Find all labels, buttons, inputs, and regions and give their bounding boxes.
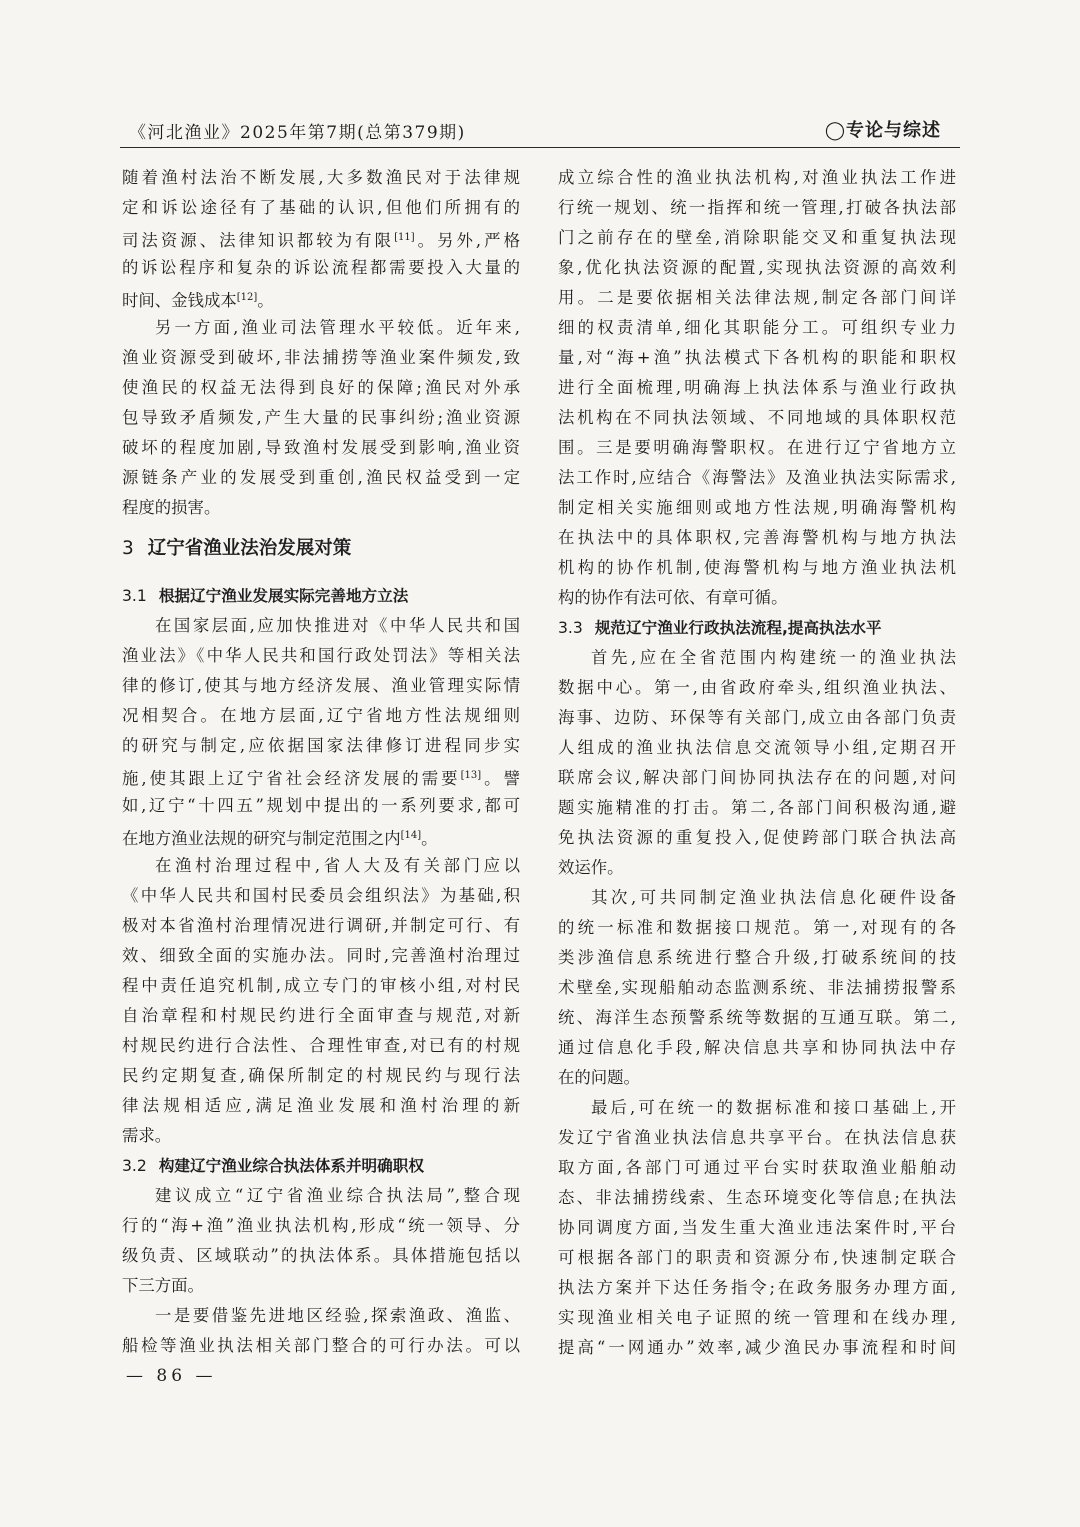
text-line: 细的权责清单,细化其职能分工。可组织专业力 — [558, 318, 956, 337]
citation-ref: [13] — [460, 770, 482, 781]
text-line: 自治章程和村规民约进行全面审查与规范,对新 — [122, 1006, 520, 1025]
text-line: 围。三是要明确海警职权。在进行辽宁省地方立 — [558, 438, 956, 457]
text-line: 法工作时,应结合《海警法》及渔业执法实际需求, — [558, 468, 956, 487]
text-line: 时间、金钱成本[12]。 — [122, 291, 274, 310]
journal-header: 《河北渔业》2025年第7期(总第379期) — [129, 123, 466, 143]
text-line: 效运作。 — [558, 858, 624, 877]
text-line: 律的修订,使其与地方经济发展、渔业管理实际情 — [122, 676, 520, 695]
text-line: 的统一标准和数据接口规范。第一,对现有的各 — [558, 918, 956, 937]
text-line: 门之前存在的壁垒,消除职能交叉和重复执法现 — [558, 228, 956, 247]
heading-text: 规范辽宁渔业行政执法流程,提高执法水平 — [594, 619, 882, 637]
text-line: 司法资源、法律知识都较为有限[11]。另外,严格 — [122, 231, 520, 250]
text-line: 构的协作有法可依、有章可循。 — [558, 588, 788, 607]
text-line: 另一方面,渔业司法管理水平较低。近年来, — [155, 318, 520, 337]
text-line: 量,对“海+渔”执法模式下各机构的职能和职权 — [558, 348, 956, 367]
text-line: 在执法中的具体职权,完善海警机构与地方执法 — [558, 528, 956, 547]
text-line: 象,优化执法资源的配置,实现执法资源的高效利 — [558, 258, 956, 277]
right-column — [558, 163, 956, 1363]
text-line: 律法规相适应,满足渔业发展和渔村治理的新 — [122, 1096, 520, 1115]
text-line: 术壁垒,实现船舶动态监测系统、非法捕捞报警系 — [558, 978, 956, 997]
text-line: 数据中心。第一,由省政府牵头,组织渔业执法、 — [558, 678, 956, 697]
text-line: 执法方案并下达任务指令;在政务服务办理方面, — [558, 1278, 956, 1297]
text-line: 村规民约进行合法性、合理性审查,对已有的村规 — [122, 1036, 520, 1055]
heading-number: 3.3 — [558, 619, 583, 637]
text-line: 制定相关实施细则或地方性法规,明确海警机构 — [558, 498, 956, 517]
text-line: 定和诉讼途径有了基础的认识,但他们所拥有的 — [122, 198, 520, 217]
text-line: 下三方面。 — [122, 1276, 204, 1295]
text-line: 极对本省渔村治理情况进行调研,并制定可行、有 — [122, 916, 520, 935]
text-line: 船检等渔业执法相关部门整合的可行办法。可以 — [122, 1336, 520, 1355]
text-line: 在地方渔业法规的研究与制定范围之内[14]。 — [122, 829, 438, 848]
text-line: 法机构在不同执法领域、不同地域的具体职权范 — [558, 408, 956, 427]
text-line: 使渔民的权益无法得到良好的保障;渔民对外承 — [122, 378, 520, 397]
text-line: 破坏的程度加剧,导致渔村发展受到影响,渔业资 — [122, 438, 520, 457]
text-line: 的研究与制定,应依据国家法律修订进程同步实 — [122, 736, 520, 755]
text-line: 在国家层面,应加快推进对《中华人民共和国 — [155, 616, 520, 635]
text-line: 发辽宁省渔业执法信息共享平台。在执法信息获 — [558, 1128, 956, 1147]
text-line: 行的“海+渔”渔业执法机构,形成“统一领导、分 — [122, 1216, 520, 1235]
text-line: 首先,应在全省范围内构建统一的渔业执法 — [591, 648, 956, 667]
text-line: 通过信息化手段,解决信息共享和协同执法中存 — [558, 1038, 956, 1057]
text-line: 取方面,各部门可通过平台实时获取渔业船舶动 — [558, 1158, 956, 1177]
text-line: 需求。 — [122, 1126, 172, 1145]
text-line: 施,使其跟上辽宁省社会经济发展的需要[13]。譬 — [122, 769, 520, 788]
text-line: 在渔村治理过程中,省人大及有关部门应以 — [155, 856, 520, 875]
text-line: 如,辽宁“十四五”规划中提出的一系列要求,都可 — [122, 796, 520, 815]
text-line: 联席会议,解决部门间协同执法存在的问题,对问 — [558, 768, 956, 787]
text-line: 包导致矛盾频发,产生大量的民事纠纷;渔业资源 — [122, 408, 520, 427]
text-line: 用。二是要依据相关法律法规,制定各部门间详 — [558, 288, 956, 307]
text-line: 《中华人民共和国村民委员会组织法》为基础,积 — [122, 886, 520, 905]
text-line: 题实施精准的打击。第二,各部门间积极沟通,避 — [558, 798, 956, 817]
text-line: 随着渔村法治不断发展,大多数渔民对于法律规 — [122, 168, 520, 187]
heading-number: 3.2 — [122, 1157, 147, 1175]
text-line: 提高“一网通办”效率,减少渔民办事流程和时间 — [558, 1338, 956, 1357]
subsection-heading — [558, 613, 956, 643]
text-line: 实现渔业相关电子证照的统一管理和在线办理, — [558, 1308, 956, 1327]
section-heading — [122, 527, 520, 571]
text-line: 程中责任追究机制,成立专门的审核小组,对村民 — [122, 976, 520, 995]
text-line: 渔业资源受到破坏,非法捕捞等渔业案件频发,致 — [122, 348, 520, 367]
text-line: 一是要借鉴先进地区经验,探索渔政、渔监、 — [155, 1306, 520, 1325]
text-line: 可根据各部门的职责和资源分布,快速制定联合 — [558, 1248, 956, 1267]
left-column — [122, 163, 520, 1361]
text-line: 统、海洋生态预警系统等数据的互通互联。第二, — [558, 1008, 956, 1027]
text-line: 进行全面梳理,明确海上执法体系与渔业行政执 — [558, 378, 956, 397]
text-line: 成立综合性的渔业执法机构,对渔业执法工作进 — [558, 168, 956, 187]
text-line: 机构的协作机制,使海警机构与地方渔业执法机 — [558, 558, 956, 577]
text-line: 在的问题。 — [558, 1068, 640, 1087]
text-line: 最后,可在统一的数据标准和接口基础上,开 — [591, 1098, 956, 1117]
page-number: — 86 — — [126, 1366, 217, 1386]
text-line: 民约定期复查,确保所制定的村规民约与现行法 — [122, 1066, 520, 1085]
text-line: 海事、边防、环保等有关部门,成立由各部门负责 — [558, 708, 956, 727]
column-header: ◯专论与综述 — [824, 120, 941, 141]
heading-text: 根据辽宁渔业发展实际完善地方立法 — [158, 587, 409, 605]
text-line: 建议成立“辽宁省渔业综合执法局”,整合现 — [155, 1186, 520, 1205]
text-line: 的诉讼程序和复杂的诉讼流程都需要投入大量的 — [122, 258, 520, 277]
text-line: 类涉渔信息系统进行整合升级,打破系统间的技 — [558, 948, 956, 967]
text-line: 级负责、区域联动”的执法体系。具体措施包括以 — [122, 1246, 520, 1265]
heading-text: 构建辽宁渔业综合执法体系并明确职权 — [158, 1157, 424, 1175]
heading-number: 3.1 — [122, 587, 147, 605]
citation-ref: [14] — [400, 830, 422, 841]
subsection-heading — [122, 1151, 520, 1181]
heading-text: 辽宁省渔业法治发展对策 — [147, 538, 352, 559]
text-line: 其次,可共同制定渔业执法信息化硬件设备 — [591, 888, 956, 907]
heading-number: 3 — [122, 538, 134, 559]
citation-ref: [12] — [236, 292, 258, 303]
text-line: 免执法资源的重复投入,促使跨部门联合执法高 — [558, 828, 956, 847]
text-line: 况相契合。在地方层面,辽宁省地方性法规细则 — [122, 706, 520, 725]
text-line: 人组成的渔业执法信息交流领导小组,定期召开 — [558, 738, 956, 757]
text-line: 行统一规划、统一指挥和统一管理,打破各执法部 — [558, 198, 956, 217]
text-line: 源链条产业的发展受到重创,渔民权益受到一定 — [122, 468, 520, 487]
subsection-heading — [122, 581, 520, 611]
text-line: 程度的损害。 — [122, 498, 221, 517]
header-rule — [120, 147, 960, 148]
text-line: 效、细致全面的实施办法。同时,完善渔村治理过 — [122, 946, 520, 965]
citation-ref: [11] — [394, 232, 415, 243]
text-line: 渔业法》《中华人民共和国行政处罚法》等相关法 — [122, 646, 520, 665]
text-line: 态、非法捕捞线索、生态环境变化等信息;在执法 — [558, 1188, 956, 1207]
text-line: 协同调度方面,当发生重大渔业违法案件时,平台 — [558, 1218, 956, 1237]
